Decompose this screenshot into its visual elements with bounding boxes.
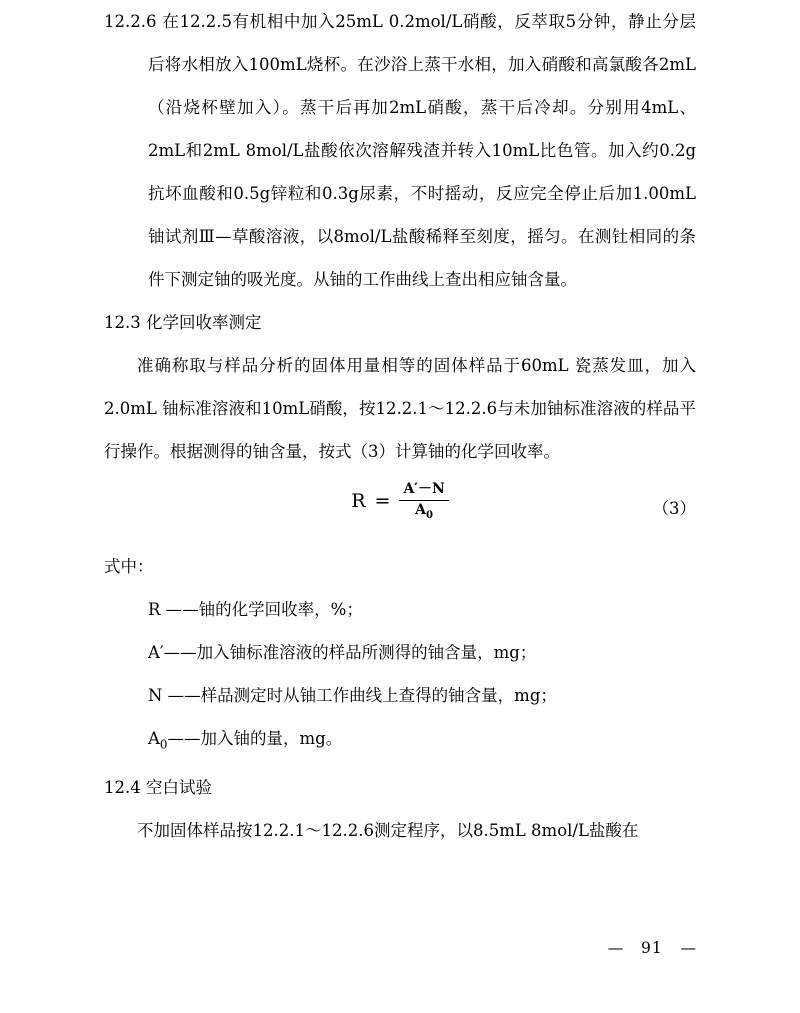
where-label: 式中： [104,557,154,576]
definition-text: 加入铀的量，mg。 [200,729,343,748]
formula-number-label: （3） [652,499,696,518]
definition-symbol-tail: —— [167,729,201,748]
formula-fraction [399,481,448,522]
heading-12-4: 12.4 空白试验 [104,778,212,798]
formula-numerator: A′－N [403,481,445,497]
paragraph-12-3-body: 准确称取与样品分析的固体用量相等的固体样品于60mL 瓷蒸发皿，加入2.0mL 铀标准溶液和10mL硝酸，按12.2.1～12.2.6与未加铀标准溶液的样品平行操作。根据测得的铀含量，按式（3）计算铀的化学回收率。 [104,356,696,461]
formula-denominator-base: A [415,501,427,518]
heading-12-3: 12.3 化学回收率测定 [104,313,262,332]
paragraph-12-4-body: 不加固体样品按12.2.1～12.2.6测定程序，以8.5mL 8mol/L盐酸在 [137,821,639,841]
definition-item-r: R ——铀的化学回收率，%； [148,600,363,619]
footer-left-dash: — [607,939,624,957]
page-number: 91 [640,939,663,957]
definition-symbol-base: A [148,729,160,748]
paragraph-12-2-6: 12.2.6 在12.2.5有机相中加入25mL 0.2mol/L硝酸，反萃取5分钟，静止分层后将水相放入100mL烧杯。在沙浴上蒸干水相，加入硝酸和高氯酸各2mL（沿烧杯壁加入）。蒸干后再加2mL硝酸，蒸干后冷却。分别用4mL、2mL和2mL 8mol/L盐酸依次溶解残渣并转入10mL比色管。加入约0.2g抗坏血酸和0.5g锌粒和0.3g尿素，不时摇动，反应完全停止后加1.00mL铀试剂Ⅲ—草酸溶液，以8mol/L盐酸稀释至刻度，摇匀。在测钍相同的条件下测定铀的吸光度。从铀的工作曲线上查出相应铀含量。 [104,12,696,289]
formula-lhs: R [351,490,366,513]
formula-denominator-subscript: 0 [426,509,434,521]
formula-3-row [104,481,696,543]
definition-symbol-subscript: 0 [159,737,168,752]
formula-equals: = [374,490,391,513]
definition-item-n: N ——样品测定时从铀工作曲线上查得的铀含量，mg； [148,686,557,705]
formula-3 [351,481,449,522]
footer-right-dash: — [680,939,696,957]
page-footer [0,939,696,957]
formula-denominator [399,500,448,522]
definition-list [104,588,696,766]
definition-item-a-prime: A′——加入铀标准溶液的样品所测得的铀含量，mg； [148,643,537,662]
definition-item-a0 [104,717,696,766]
